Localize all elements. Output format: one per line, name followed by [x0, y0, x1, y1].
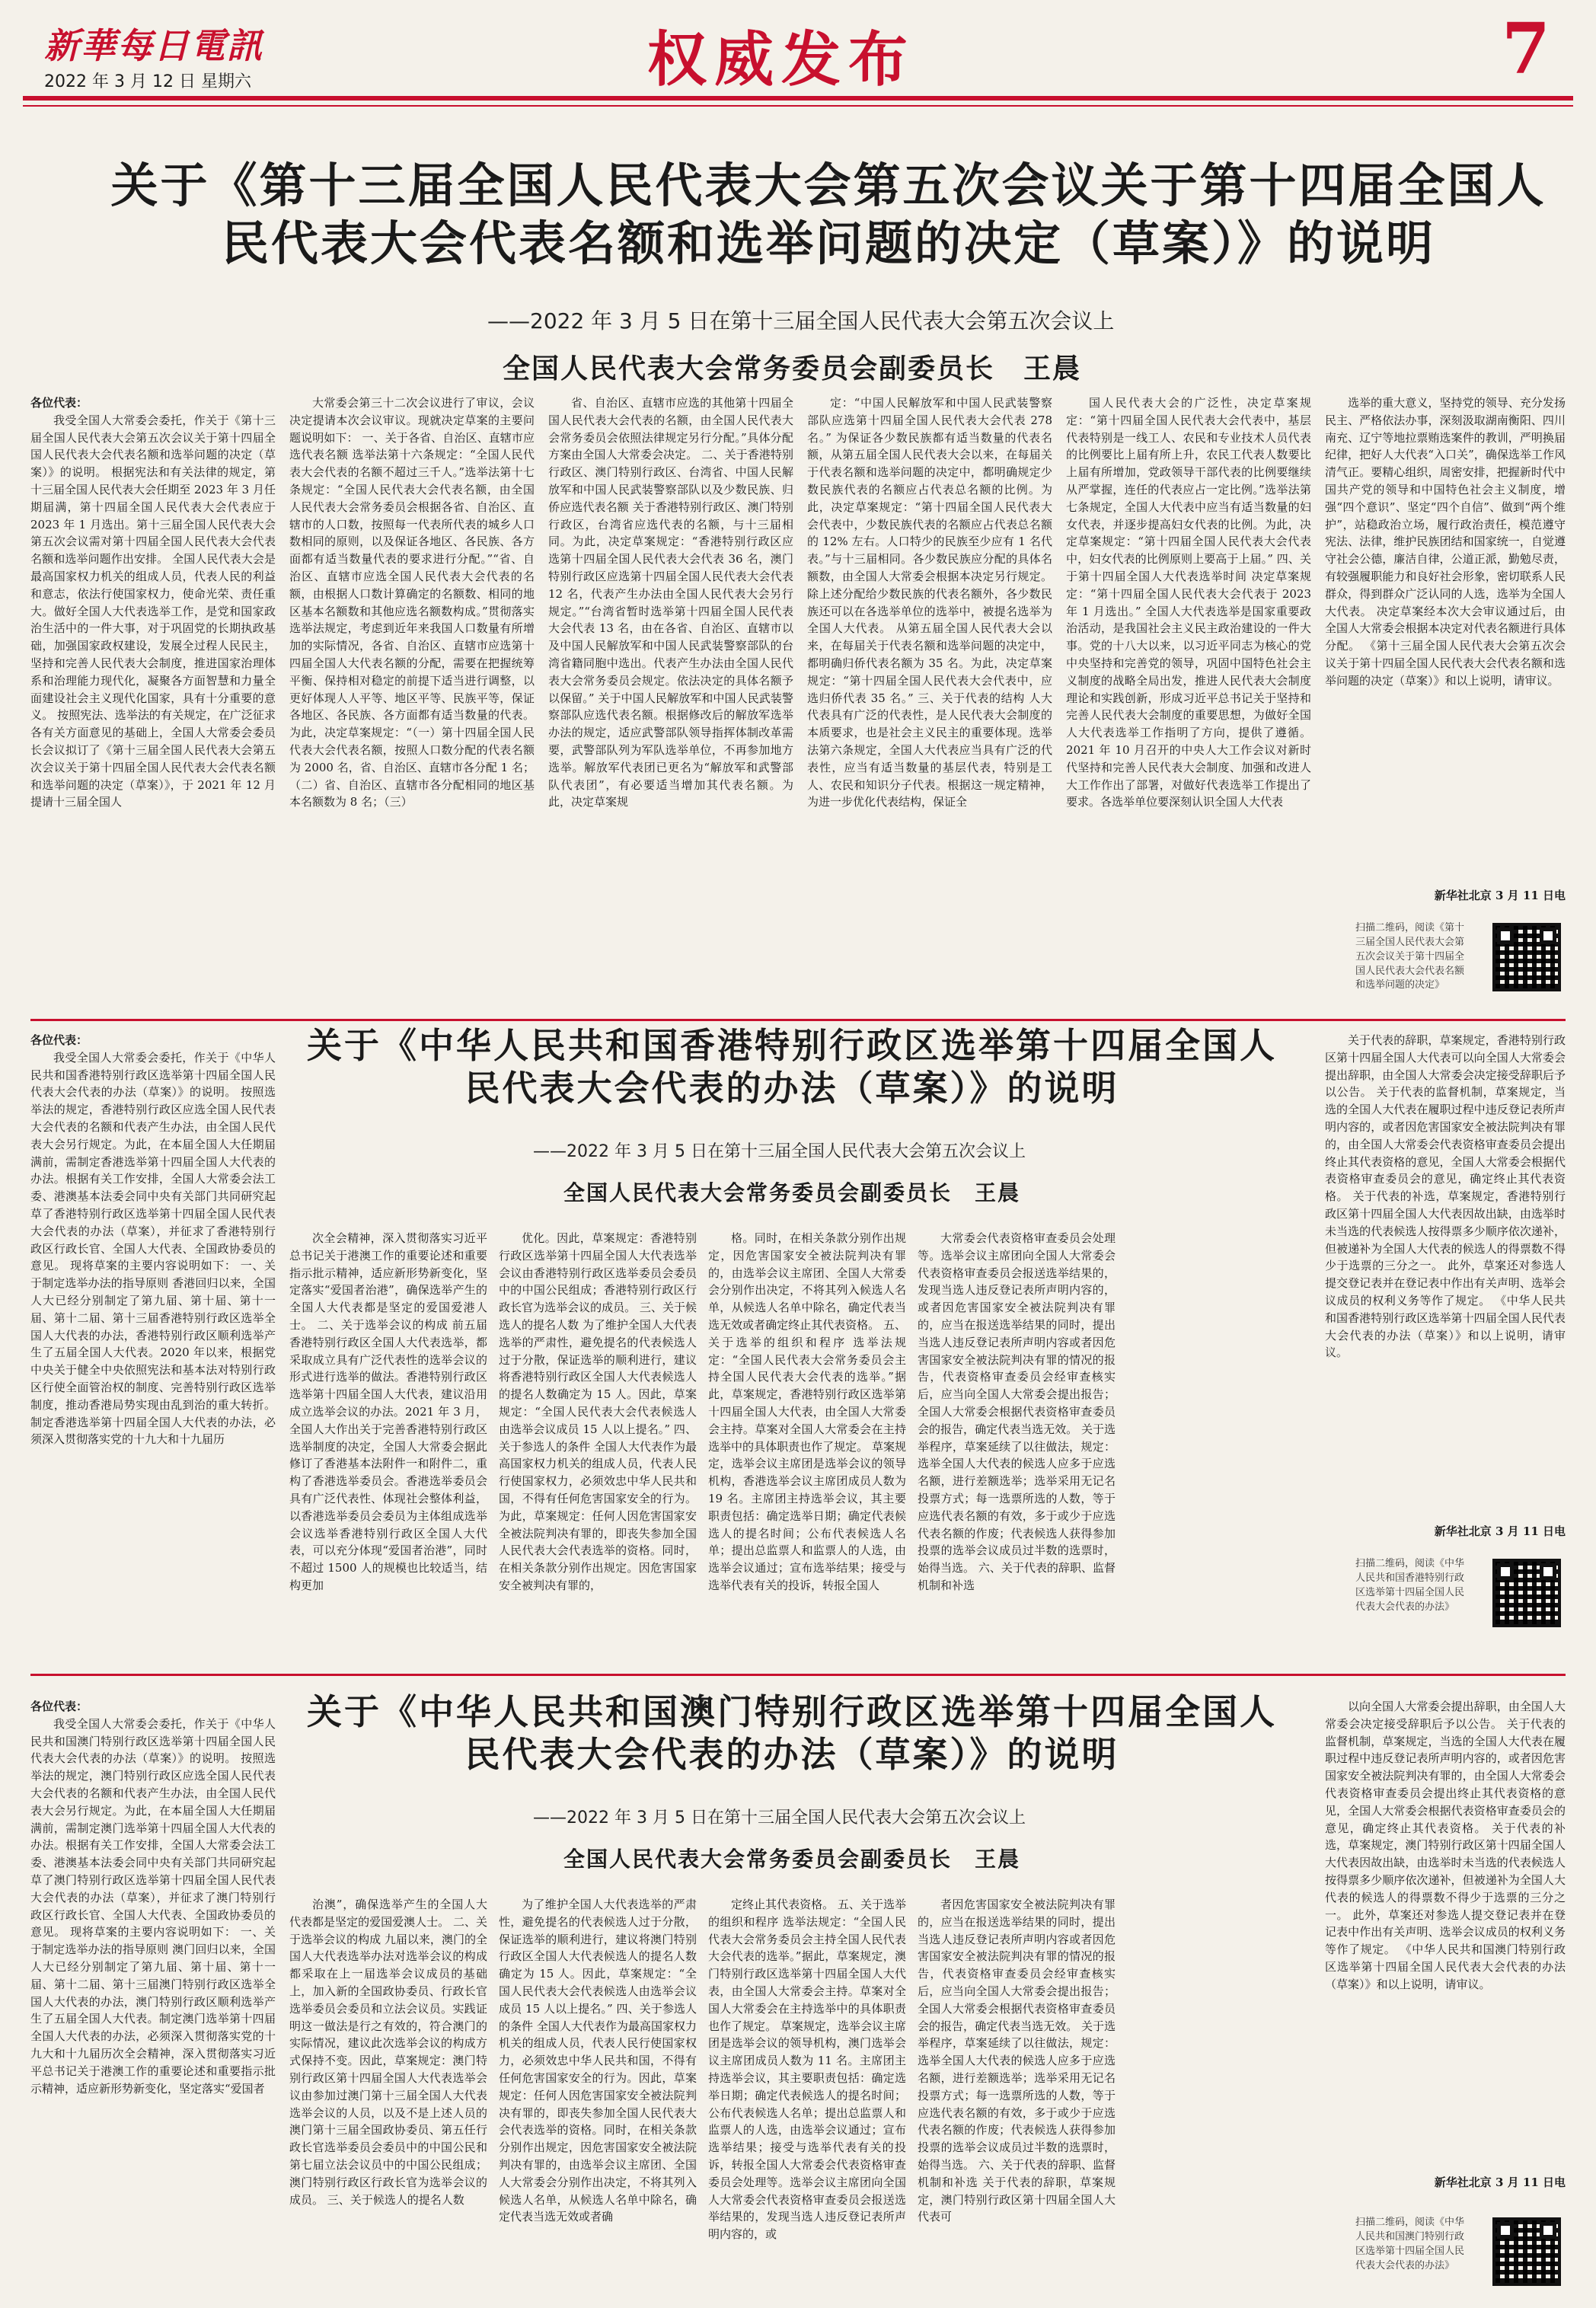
dateline-signoff — [1325, 1523, 1566, 1546]
text-column-5 — [1066, 394, 1311, 1015]
text-column-6 — [1325, 1698, 1566, 2170]
greeting: 各位代表： — [30, 1700, 88, 1713]
text-column-4 — [708, 1896, 906, 2296]
text-column-2 — [289, 1896, 487, 2296]
article-macao-election-measures — [30, 1690, 1566, 2300]
article-headline: 关于《中华人民共和国澳门特别行政区选举第十四届全国人民代表大会代表的办法（草案）》的说明 — [307, 1691, 1277, 1776]
masthead-rule-thin — [23, 105, 1573, 107]
text-column-1 — [30, 1698, 276, 2296]
article-headline: 关于《第十三届全国人民代表大会第五次会议关于第十四届全国人民代表大会代表名额和选举问题的决定（草案）》的说明 — [110, 158, 1547, 271]
signoff: 新华社北京 3 月 11 日电 — [1434, 1524, 1566, 1538]
newspaper-logo: 新華每日電訊 — [44, 25, 263, 66]
masthead — [23, 8, 1573, 101]
body-text: 定：“中国人民解放军和中国人民武装警察部队应选第十四届全国人民代表大会代表 278 名。” 为保证各少数民族都有适当数量的代表名额，从第五届全国人民代表大会以来，在每届关于代表名额和选举问题的决定中，都明确规定少数民族代表的名额应占代表总名额的比例。为此，决定草案规定：“第十四届全国人民代表大会代表中，少数民族代表的名额应占代表总名额的 12% 左右。人口特少的民族至少应有 1 名代表。”与十三届相同。各少数民族应分配的具体名额数，由全国人大常委会根据本决定另行规定。除上述分配给少数民族的代表名额外，各少数民族还可以在各选举单位的选举中，被提名选举为全国人大代表。 从第五届全国人民代表大会以来，在每届关于代表名额和选举问题的决定中，都明确归侨代表名额为 35 名。为此，决定草案规定：“第十四届全国人民代表大会代表中，应选归侨代表 35 名。” 三、关于代表的结构 人大代表具有广泛的代表性，是人民代表大会制度的本质要求，也是社会主义民主的重要体现。选举法第六条规定，全国人大代表应当具有广泛的代表性，应当有适当数量的基层代表，特别是工人、农民和知识分子代表。根据这一规定精神，为进一步优化代表结构，保证全 — [807, 396, 1052, 809]
article-author: 全国人民代表大会常务委员会副委员长 王晨 — [563, 1180, 1021, 1205]
body-text: 格。同时，在相关条款分别作出规定，因危害国家安全被法院判决有罪的，由选举会议主席团、全国人大常委会分别作出决定，不将其列入候选人名单，从候选人名单中除名，确定代表当选无效或者确定终止其代表资格。 五、关于选举的组织和程序 选举法规定：“全国人民代表大会常务委员会主持全国人民代表大会代表的选举。”据此，草案规定，香港特别行政区选举第十四届全国人大代表，由全国人大常委会主持。草案对全国人大常委会在主持选举中的具体职责也作了规定。 草案规定，选举会议主席团是选举会议的领导机构，香港选举会议主席团成员人数为 19 名。主席团主持选举会议，其主要职责包括：确定选举日期；确定代表候选人的提名时间；公布代表候选人名单；提出总监票人和监票人的人选，由选举会议通过；宣布选举结果；接受与选举代表有关的投诉，转报全国人 — [708, 1231, 906, 1592]
qr-code-icon[interactable] — [1492, 2217, 1561, 2286]
article-headline: 关于《中华人民共和国香港特别行政区选举第十四届全国人民代表大会代表的办法（草案）》的说明 — [307, 1025, 1277, 1109]
body-text: 治澳”，确保选举产生的全国人大代表都是坚定的爱国爱澳人士。 二、关于选举会议的构成 九届以来，澳门的全国人大代表选举办法对选举会议的构成都采取在上一届选举会议成员的基础上，加入新的全国政协委员、行政长官选举委员会委员和立法会议员。实践证明这一做法是行之有效的，符合澳门的实际情况，建议此次选举会议的构成方式保持不变。因此，草案规定：澳门特别行政区第十四届全国人大代表选举会议由参加过澳门第十三届全国人大代表选举会议的人员，以及不是上述人员的澳门第十三届全国政协委员、第五任行政长官选举委员会委员中的中国公民和第七届立法会议员中的中国公民组成；澳门特别行政区行政长官为选举会议的成员。 三、关于候选人的提名人数 — [289, 1898, 487, 2207]
body-text: 定终止其代表资格。 五、关于选举的组织和程序 选举法规定：“全国人民代表大会常务委员会主持全国人民代表大会代表的选举。”据此，草案规定，澳门特别行政区选举第十四届全国人大代表，由全国人大常委会主持。草案对全国人大常委会在主持选举中的具体职责也作了规定。 草案规定，选举会议主席团是选举会议的领导机构，澳门选举会议主席团成员人数为 11 名。主席团主持选举会议，其主要职责包括：确定选举日期；确定代表候选人的提名时间；公布代表候选人名单；提出总监票人和监票人的人选，由选举会议通过；宣布选举结果；接受与选举代表有关的投诉，转报全国人大常委会代表资格审查委员会处理等。选举会议主席团向全国人大常委会代表资格审查委员会报送选举结果的，发现当选人违反登记表所声明内容的，或 — [708, 1898, 906, 2242]
article-dateline: ——2022 年 3 月 5 日在第十三届全国人民代表大会第五次会议上 — [533, 1808, 1026, 1828]
signoff: 新华社北京 3 月 11 日电 — [1434, 889, 1566, 902]
qr-block[interactable] — [1355, 2216, 1561, 2289]
body-text: 优化。因此，草案规定：香港特别行政区选举第十四届全国人大代表选举会议由香港特别行政区选举委员会委员中的中国公民组成；香港特别行政区行政长官为选举会议的成员。 三、关于候选人的提名人数 为了维护全国人大代表选举的严肃性，避免提名的代表候选人过于分散，保证选举的顺利进行，建议将香港特别行政区全国人大代表候选人的提名人数确定为 15 人。因此，草案规定：“全国人民代表大会代表候选人由选举会议成员 15 人以上提名。” 四、关于参选人的条件 全国人大代表作为最高国家权力机关的组成人员，代表人民行使国家权力，必须效忠中华人民共和国，不得有任何危害国家安全的行为。为此，草案规定：任何人因危害国家安全被法院判决有罪的，即丧失参加全国人民代表大会代表选举的资格。同时，在相关条款分别作出规定。因危害国家安全被判决有罪的， — [499, 1231, 697, 1592]
text-column-4 — [807, 394, 1052, 1015]
body-text: 我受全国人大常委会委托，作关于《中华人民共和国澳门特别行政区选举第十四届全国人民代表大会代表的办法（草案）》的说明。 按照选举法的规定，澳门特别行政区应选全国人民代表大会代表的名额和代表产生办法，由全国人民代表大会另行规定。为此，在本届全国人大任期届满前，需制定澳门选举第十四届全国人大代表的办法。根据有关工作安排，全国人大常委会法工委、港澳基本法委会同中央有关部门共同研究起草了澳门特别行政区选举第十四届全国人民代表大会代表的办法（草案），并征求了澳门特别行政区行政长官、全国人大代表、全国政协委员的意见。 现将草案的主要内容说明如下： 一、关于制定选举办法的指导原则 澳门回归以来，全国人大已经分别制定了第九届、第十届、第十一届、第十二届、第十三届澳门特别行政区选举全国人大代表的办法，澳门特别行政区顺利选举产生了五届全国人大代表。制定澳门选举第十四届全国人大代表的办法，必须深入贯彻落实党的十九大和十九届历次全会精神，深入贯彻落实习近平总书记关于港澳工作的重要论述和重要指示批示精神，适应新形势新变化，坚定落实“爱国者 — [30, 1716, 276, 2096]
qr-code-icon[interactable] — [1492, 923, 1561, 991]
body-text: 关于代表的辞职，草案规定，香港特别行政区第十四届全国人大代表可以向全国人大常委会提出辞职，由全国人大常委会决定接受辞职后予以公告。 关于代表的监督机制，草案规定，当选的全国人大代表在履职过程中违反登记表所声明内容的，或者因危害国家安全被法院判决有罪的，由全国人大常委会代表资格审查委员会提出终止其代表资格的意见，全国人大常委会根据代表资格审查委员会的意见，确定终止其代表资格。 关于代表的补选，草案规定，香港特别行政区第十四届全国人大代表因故出缺，由选举时未当选的代表候选人按得票多少顺序依次递补，但被递补为全国人大代表的候选人的得票数不得少于选票的三分之一。 此外，草案还对参选人提交登记表并在登记表中作出有关声明、选举会议成员的权利义务等作了规定。 《中华人民共和国香港特别行政区选举第十四届全国人民代表大会代表的办法（草案）》和以上说明，请审议。 — [1325, 1033, 1566, 1360]
masthead-rule — [23, 96, 1573, 101]
body-text: 我受全国人大常委会委托，作关于《第十三届全国人民代表大会第五次会议关于第十四届全国人民代表大会代表名额和选举问题的决定（草案）》的说明。 根据宪法和有关法律的规定，第十三届全国人民代表大会任期至 2023 年 3 月任期届满，第十四届全国人民代表大会代表应于 2023 年 1 月选出。第十三届全国人民代表大会第五次会议需对第十四届全国人民代表大会代表名额和选举问题作出安排。 全国人民代表大会是最高国家权力机关的组成人员，代表人民的利益和意志，依法行使国家权力，使命光荣、责任重大。做好全国人大代表选举工作，是党和国家政治生活中的一件大事，对于巩固党的长期执政基础，加强国家政权建设，发展全过程人民民主，坚持和完善人民代表大会制度，推进国家治理体系和治理能力现代化，凝聚各方面智慧和力量全面建设社会主义现代化国家，具有十分重要的意义。 按照宪法、选举法的有关规定，在广泛征求各有关方面意见的基础上，全国人大常委会委员长会议拟订了《第十三届全国人民代表大会第五次会议关于第十四届全国人民代表大会代表名额和选举问题的决定（草案）》，于 2021 年 12 月提请十三届全国人 — [30, 413, 276, 809]
article-dateline: ——2022 年 3 月 5 日在第十三届全国人民代表大会第五次会议上 — [487, 308, 1115, 334]
section-title: 权威发布 — [647, 25, 916, 94]
dateline-signoff — [1325, 887, 1566, 910]
body-text: 次全会精神，深入贯彻落实习近平总书记关于港澳工作的重要论述和重要指示批示精神，适应新形势新变化，坚定落实“爱国者治港”，确保选举产生的全国人大代表都是坚定的爱国爱港人士。 二、关于选举会议的构成 前五届香港特别行政区全国人大代表选举，都采取成立具有广泛代表性的选举会议的形式进行选举的做法。香港特别行政区选举第十四届全国人大代表，建议沿用成立选举会议的办法。2021 年 3 月，全国人大作出关于完善香港特别行政区选举制度的决定，全国人大常委会据此修订了香港基本法附件一和附件二，重构了香港选举委员会。香港选举委员会具有广泛代表性、体现社会整体利益，以香港选举委员会委员为主体组成选举会议选举香港特别行政区全国人大代表，可以充分体现“爱国者治港”，同时不超过 1500 人的规模也比较适当，结构更加 — [289, 1231, 487, 1592]
article-dateline: ——2022 年 3 月 5 日在第十三届全国人民代表大会第五次会议上 — [533, 1142, 1026, 1161]
text-column-1 — [30, 1032, 276, 1660]
text-column-6 — [1325, 1032, 1566, 1519]
article-author: 全国人民代表大会常务委员会副委员长 王晨 — [563, 1847, 1021, 1872]
body-text: 为了维护全国人大代表选举的严肃性，避免提名的代表候选人过于分散，保证选举的顺利进行，建议将澳门特别行政区全国人大代表候选人的提名人数确定为 15 人。因此，草案规定：“全国人民代表大会代表候选人由选举会议成员 15 人以上提名。” 四、关于参选人的条件 全国人大代表作为最高国家权力机关的组成人员，代表人民行使国家权力，必须效忠中华人民共和国，不得有任何危害国家安全的行为。因此，草案规定：任何人因危害国家安全被法院判决有罪的，即丧失参加全国人民代表大会代表选举的资格。同时，在相关条款分别作出规定，因危害国家安全被法院判决有罪的，由选举会议主席团、全国人大常委会分别作出决定，不将其列入候选人名单，从候选人名单中除名，确定代表当选无效或者确 — [499, 1898, 697, 2224]
text-column-3 — [499, 1230, 697, 1660]
page-number: 7 — [1501, 8, 1550, 90]
text-column-4 — [708, 1230, 906, 1660]
body-text: 省、自治区、直辖市应选的其他第十四届全国人民代表大会代表的名额，由全国人民代表大会常务委员会依照法律规定另行分配。”具体分配方案由全国人大常委会决定。 二、关于香港特别行政区、澳门特别行政区、台湾省、中国人民解放军和中国人民武装警察部队以及少数民族、归侨应选代表名额 关于香港特别行政区、澳门特别行政区，台湾省应选代表的名额，与十三届相同。为此，决定草案规定：“香港特别行政区应选第十四届全国人民代表大会代表 36 名，澳门特别行政区应选第十四届全国人民代表大会代表 12 名，代表产生办法由全国人民代表大会另行规定。”“台湾省暂时选举第十四届全国人民代表大会代表 13 名，由在各省、自治区、直辖市以及中国人民解放军和中国人民武装警察部队的台湾省籍同胞中选出。代表产生办法由全国人民代表大会常务委员会规定。依法决定的具体名额予以保留。” 关于中国人民解放军和中国人民武装警察部队应选代表名额。根据修改后的解放军选举办法的规定，适应武警部队领导指挥体制改革需要，武警部队列为军队选举单位，不再参加地方选举。解放军代表团已更名为“解放军和武警部队代表团”，有必要适当增加其代表名额。为此，决定草案规 — [548, 396, 793, 809]
text-column-2 — [289, 394, 535, 1015]
text-column-3 — [499, 1896, 697, 2296]
dateline-signoff — [1325, 2174, 1566, 2197]
qr-caption: 扫描二维码，阅读《中华人民共和国澳门特别行政区选举第十四届全国人民代表大会代表的办法》 — [1355, 2217, 1465, 2271]
text-column-1 — [30, 394, 276, 1015]
qr-code-icon[interactable] — [1492, 1559, 1561, 1627]
issue-date: 2022 年 3 月 12 日 星期六 — [44, 72, 251, 91]
body-text: 大常委会代表资格审查委员会处理等。选举会议主席团向全国人大常委会代表资格审查委员会报送选举结果的，发现当选人违反登记表所声明内容的，或者因危害国家安全被法院判决有罪的，应当在报送选举结果的同时，提出当选人违反登记表所声明内容或者因危害国家安全被法院判决有罪的情况的报告，代表资格审查委员会经审查核实后，应当向全国人大常委会提出报告；全国人大常委会根据代表资格审查委员会的报告，确定代表当选无效。 关于选举程序，草案延续了以往做法，规定：选举全国人大代表的候选人应多于应选名额，进行差额选举；选举采用无记名投票方式；每一选票所选的人数，等于应选代表名额的有效，多于或少于应选代表名额的作废；代表候选人获得参加投票的选举会议成员过半数的选票时，始得当选。 六、关于代表的辞职、监督机制和补选 — [918, 1231, 1116, 1592]
body-text: 以向全国人大常委会提出辞职，由全国人大常委会决定接受辞职后予以公告。 关于代表的监督机制，草案规定，当选的全国人大代表在履职过程中违反登记表所声明内容的，或者因危害国家安全被法院判决有罪的，由全国人大常委会代表资格审查委员会提出终止其代表资格的意见，全国人大常委会根据代表资格审查委员会的意见，确定终止其代表资格。 关于代表的补选，草案规定，澳门特别行政区第十四届全国人大代表因故出缺，由选举时未当选的代表候选人按得票多少顺序依次递补，但被递补为全国人大代表的候选人的得票数不得少于选票的三分之一。 此外，草案还对参选人提交登记表并在登记表中作出有关声明、选举会议成员的权利义务等作了规定。 《中华人民共和国澳门特别行政区选举第十四届全国人民代表大会代表的办法（草案）》和以上说明，请审议。 — [1325, 1700, 1566, 1991]
signoff: 新华社北京 3 月 11 日电 — [1434, 2176, 1566, 2189]
greeting: 各位代表： — [30, 1033, 88, 1047]
body-text: 选举的重大意义，坚持党的领导、充分发扬民主、严格依法办事，深刻汲取湖南衡阳、四川南充、辽宁等地拉票贿选案件的教训，严明换届纪律，把好人大代表“入口关”，确保选举工作风清气正。要精心组织，周密安排，把握新时代中国共产党的领导和中国特色社会主义制度，增强“四个意识”、坚定“四个自信”、做到“两个维护”，站稳政治立场，履行政治责任，模范遵守宪法、法律，维护民族团结和国家统一，自觉遵守社会公德，廉洁自律，公道正派，勤勉尽责，有较强履职能力和良好社会形象，密切联系人民群众，得到群众广泛认同的人选，选举为全国人大代表。 决定草案经本次大会审议通过后，由全国人大常委会根据本决定对代表名额进行具体分配。 《第十三届全国人民代表大会第五次会议关于第十四届全国人民代表大会代表名额和选举问题的决定（草案）》和以上说明，请审议。 — [1325, 396, 1566, 688]
article-nationwide-election-decision — [30, 152, 1566, 1017]
body-text: 者因危害国家安全被法院判决有罪的，应当在报送选举结果的同时，提出当选人违反登记表所声明内容或者因危害国家安全被法院判决有罪的情况的报告，代表资格审查委员会经审查核实后，应当向全国人大常委会提出报告；全国人大常委会根据代表资格审查委员会的报告，确定代表当选无效。 关于选举程序，草案延续了以往做法，规定：选举全国人大代表的候选人应多于应选名额，进行差额选举；选举采用无记名投票方式；每一选票所选的人数，等于应选代表名额的有效，多于或少于应选代表名额的作废；代表候选人获得参加投票的选举会议成员过半数的选票时，始得当选。 六、关于代表的辞职、监督机制和补选 关于代表的辞职，草案规定，澳门特别行政区第十四届全国人大代表可 — [918, 1898, 1116, 2224]
body-text: 国人民代表大会的广泛性，决定草案规定：“第十四届全国人民代表大会代表中，基层代表特别是一线工人、农民和专业技术人员代表的比例要比上届有所上升，农民工代表人数要比上届有所增加，党政领导干部代表的比例要继续从严掌握，连任的代表应占一定比例。”选举法第七条规定，全国人大代表中应当有适当数量的妇女代表，并逐步提高妇女代表的比例。为此，决定草案规定：“第十四届全国人民代表大会代表中，妇女代表的比例原则上要高于上届。” 四、关于第十四届全国人大代表选举时间 决定草案规定：“第十四届全国人民代表大会代表于 2023 年 1 月选出。” 全国人大代表选举是国家重要政治活动，是我国社会主义民主政治建设的一件大事。党的十八大以来，以习近平同志为核心的党中央坚持和完善党的领导，巩固中国特色社会主义制度的战略全局出发，推进人民代表大会制度理论和实践创新，形成习近平总书记关于坚持和完善人民代表大会制度的重要思想，为做好全国人大代表选举工作指明了方向，提供了遵循。2021 年 10 月召开的中央人大工作会议对新时代坚持和完善人民代表大会制度、加强和改进人大工作作出了部署，对做好代表选举工作提出了要求。各选举单位要深刻认识全国人大代表 — [1066, 396, 1311, 809]
body-text: 大常委会第三十二次会议进行了审议，会议决定提请本次会议审议。现就决定草案的主要问题说明如下： 一、关于各省、自治区、直辖市应选代表名额 选举法第十六条规定：“全国人民代表大会代表的名额不超过三千人。”选举法第十七条规定：“全国人民代表大会代表名额，由全国人民代表大会常务委员会根据各省、自治区、直辖市的人口数，按照每一代表所代表的城乡人口数相同的原则，以及保证各地区、各民族、各方面都有适当数量代表的要求进行分配。”“省、自治区、直辖市应选全国人民代表大会代表的名额，由根据人口数计算确定的名额数、相同的地区基本名额数和其他应选名额数构成。”贯彻落实选举法规定，考虑到近年来我国人口数量有所增加的实际情况，各省、自治区、直辖市应选第十四届全国人大代表名额的分配，需要在把握统筹平衡、保持相对稳定的前提下适当进行调整，以更好体现人人平等、地区平等、民族平等，保证各地区、各民族、各方面都有适当数量的代表。为此，决定草案规定：“（一）第十四届全国人民代表大会代表名额，按照人口数分配的代表名额为 2000 名，省、自治区、直辖市各分配 1 名；（二）省、自治区、直辖市各分配相同的地区基本名额数为 8 名；（三） — [289, 396, 535, 809]
article-divider — [30, 1019, 1566, 1021]
qr-caption: 扫描二维码，阅读《第十三届全国人民代表大会第五次会议关于第十四届全国人民代表大会代表名额和选举问题的决定》 — [1355, 922, 1465, 991]
text-column-3 — [548, 394, 793, 1015]
qr-caption: 扫描二维码，阅读《中华人民共和国香港特别行政区选举第十四届全国人民代表大会代表的办法》 — [1355, 1558, 1465, 1613]
text-column-2 — [289, 1230, 487, 1660]
article-author: 全国人民代表大会常务委员会副委员长 王晨 — [503, 353, 1082, 385]
qr-block[interactable] — [1355, 1557, 1561, 1630]
body-text: 我受全国人大常委会委托，作关于《中华人民共和国香港特别行政区选举第十四届全国人民代表大会代表的办法（草案）》的说明。 按照选举法的规定，香港特别行政区应选全国人民代表大会代表的名额和代表产生办法，由全国人民代表大会另行规定。为此，在本届全国人大任期届满前，需制定香港选举第十四届全国人大代表的办法。根据有关工作安排，全国人大常委会法工委、港澳基本法委会同中央有关部门共同研究起草了香港特别行政区选举第十四届全国人民代表大会代表的办法（草案），并征求了香港特别行政区行政长官、全国人大代表、全国政协委员的意见。 现将草案的主要内容说明如下： 一、关于制定选举办法的指导原则 香港回归以来，全国人大已经分别制定了第九届、第十届、第十一届、第十二届、第十三届香港特别行政区选举全国人大代表的办法，香港特别行政区顺利选举产生了五届全国人大代表。2020 年以来，根据党中央关于健全中央依照宪法和基本法对特别行政区行使全面管治权的制度、完善特别行政区选举制度，推动香港局势实现由乱到治的重大转折。制定香港选举第十四届全国人大代表的办法，必须深入贯彻落实党的十九大和十九届历 — [30, 1050, 276, 1447]
text-column-5 — [918, 1896, 1116, 2296]
greeting: 各位代表： — [30, 396, 88, 410]
qr-block[interactable] — [1355, 921, 1561, 994]
text-column-6 — [1325, 394, 1566, 912]
article-divider — [30, 1674, 1566, 1676]
text-column-5 — [918, 1230, 1116, 1660]
article-hongkong-election-measures — [30, 1024, 1566, 1664]
